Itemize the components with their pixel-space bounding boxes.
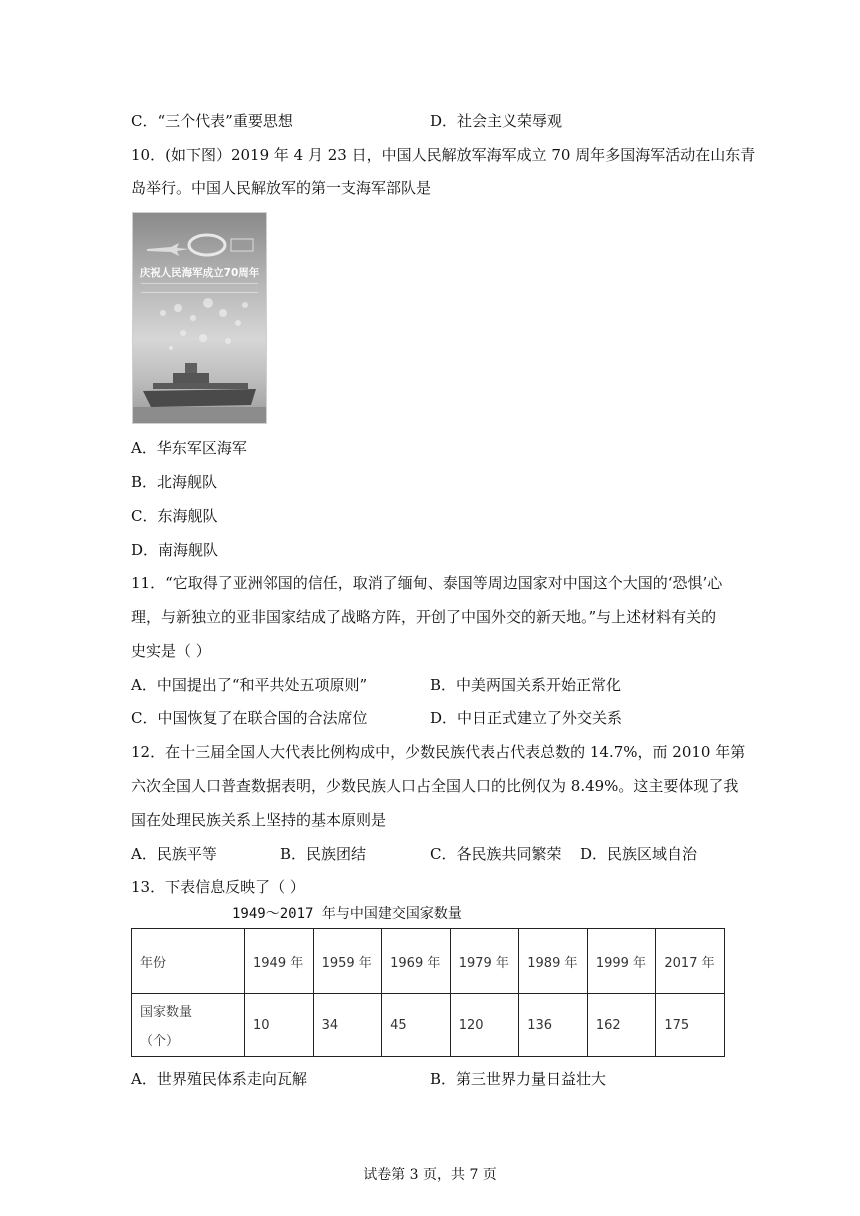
table-title: 1949～2017 年与中国建交国家数量 <box>232 906 462 922</box>
table-header-year: 年份 <box>132 929 245 994</box>
q12-option-b: B．民族团结 <box>280 845 367 863</box>
q11-option-b: B．中美两国关系开始正常化 <box>430 676 622 694</box>
jet-icon <box>147 243 189 256</box>
q11-stem-line1: 11．“它取得了亚洲邻国的信任，取消了缅甸、泰国等周边国家对中国这个大国的‘恐惧’心 <box>131 574 723 592</box>
aircraft-carrier-icon <box>143 363 256 407</box>
q11-option-d: D．中日正式建立了外交关系 <box>430 709 623 727</box>
q11-option-a: A．中国提出了“和平共处五项原则” <box>131 676 368 694</box>
table-cell-count: 175 <box>656 994 725 1057</box>
table-cell-count: 10 <box>245 994 314 1057</box>
flag-icon <box>231 239 253 251</box>
table-cell-year: 2017 年 <box>656 929 725 994</box>
table-cell-count: 162 <box>587 994 656 1057</box>
table-row-counts <box>132 994 725 1057</box>
world-map-icon <box>160 298 248 350</box>
table-cell-count: 136 <box>519 994 588 1057</box>
q10-option-d: D．南海舰队 <box>131 541 219 559</box>
q9-option-d: D．社会主义荣辱观 <box>430 112 563 130</box>
table-cell-count: 120 <box>450 994 519 1057</box>
table-header-count <box>132 994 245 1057</box>
q12-option-d: D．民族区域自治 <box>580 845 698 863</box>
table-cell-year: 1949 年 <box>245 929 314 994</box>
table-cell-year: 1989 年 <box>519 929 588 994</box>
q12-stem-line3: 国在处理民族关系上坚持的基本原则是 <box>131 811 387 829</box>
page-footer: 试卷第 3 页，共 7 页 <box>363 1167 497 1183</box>
navy-anniversary-poster-image <box>132 212 267 424</box>
table-cell-year: 1959 年 <box>313 929 382 994</box>
table-cell-year: 1969 年 <box>382 929 451 994</box>
q12-option-a: A．民族平等 <box>131 845 217 863</box>
q12-option-c: C．各民族共同繁荣 <box>430 845 562 863</box>
q11-stem-line3: 史实是（ ） <box>131 642 211 660</box>
q13-option-b: B．第三世界力量日益壮大 <box>430 1070 607 1088</box>
q12-stem-line2: 六次全国人口普查数据表明，少数民族人口占全国人口的比例仅为 8.49%。这主要体现了我 <box>131 777 739 795</box>
q10-option-a: A．华东军区海军 <box>131 439 247 457</box>
table-cell-count: 34 <box>313 994 382 1057</box>
q9-option-c: C．“三个代表”重要思想 <box>131 112 293 130</box>
table-cell-count: 45 <box>382 994 451 1057</box>
q10-stem-line2: 岛举行。中国人民解放军的第一支海军部队是 <box>131 179 432 197</box>
anniversary-logo-icon <box>189 235 225 255</box>
table-header-count-line2: （个） <box>140 1034 180 1049</box>
table-row-years <box>132 929 725 994</box>
poster-subtitle-rule <box>141 283 258 293</box>
poster-caption: 庆祝人民海军成立70周年 <box>139 267 260 279</box>
q13-option-a: A．世界殖民体系走向瓦解 <box>131 1070 307 1088</box>
q12-stem-line1: 12．在十三届全国人大代表比例构成中，少数民族代表占代表总数的 14.7%，而 2010 年第 <box>131 743 746 761</box>
table-cell-year: 1999 年 <box>587 929 656 994</box>
q10-stem-line1: 10．(如下图）2019 年 4 月 23 日，中国人民解放军海军成立 70 周年多国海军活动在山东青 <box>131 146 756 164</box>
table-cell-year: 1979 年 <box>450 929 519 994</box>
q11-option-c: C．中国恢复了在联合国的合法席位 <box>131 709 368 727</box>
q10-option-c: C．东海舰队 <box>131 507 218 525</box>
q10-option-b: B．北海舰队 <box>131 473 218 491</box>
diplomatic-relations-table <box>131 928 725 1057</box>
poster-artwork <box>133 213 266 423</box>
table-header-count-line1: 国家数量 <box>140 1005 193 1020</box>
q13-stem: 13．下表信息反映了（ ） <box>131 878 305 896</box>
q11-stem-line2: 理，与新独立的亚非国家结成了战略方阵，开创了中国外交的新天地。”与上述材料有关的 <box>131 608 717 626</box>
sea-surface <box>133 407 266 423</box>
